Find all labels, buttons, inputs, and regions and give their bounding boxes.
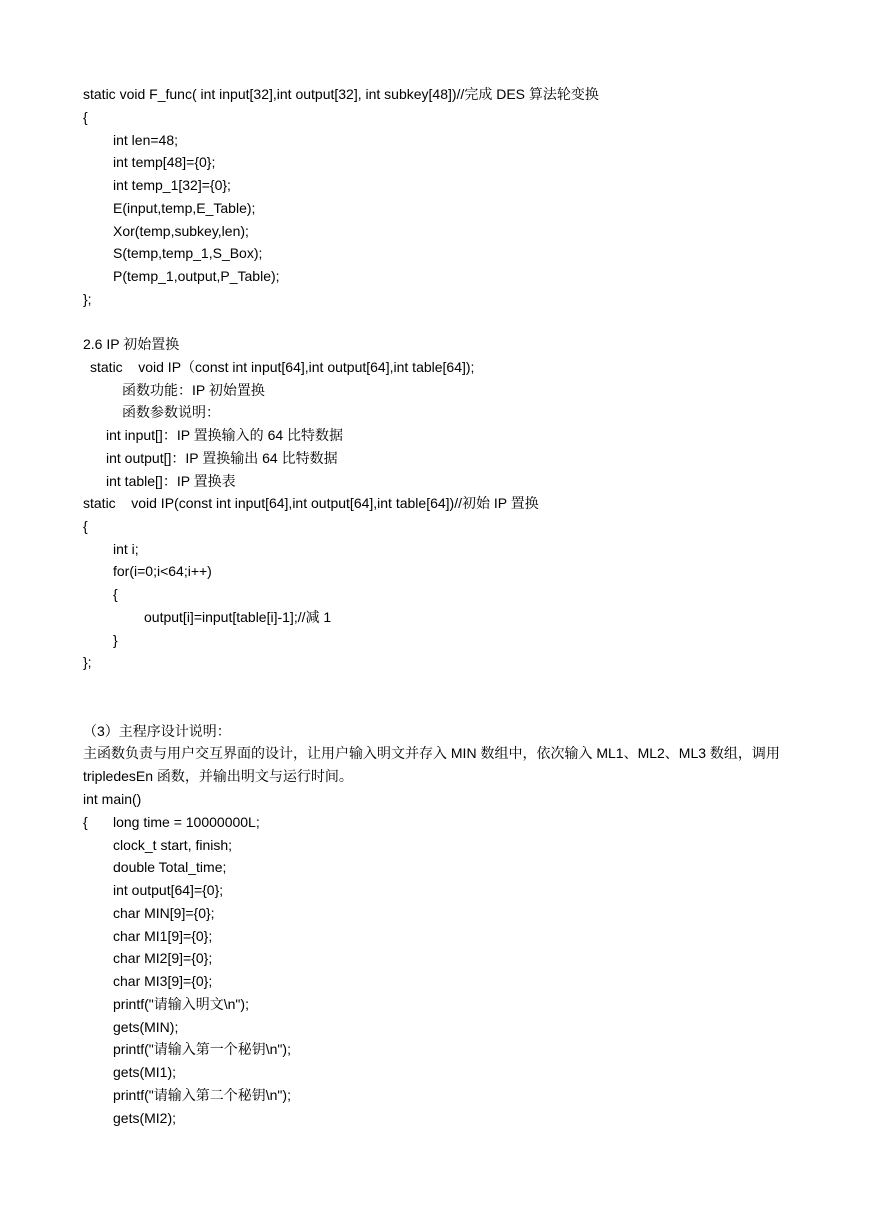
code-line: int i; xyxy=(113,541,139,557)
code-line: { xyxy=(83,518,88,534)
code-line: char MI1[9]={0}; xyxy=(113,928,213,944)
code-line: char MI3[9]={0}; xyxy=(113,973,213,989)
code-line: int len=48; xyxy=(113,132,178,148)
code-line: Xor(temp,subkey,len); xyxy=(113,223,249,239)
function-signature: static void IP（const int input[64],int output[64],int table[64]); xyxy=(90,359,475,375)
code-line: int temp_1[32]={0}; xyxy=(113,177,231,193)
section-heading: （3）主程序设计说明： xyxy=(83,723,231,739)
parameter-heading: 函数参数说明： xyxy=(122,404,220,420)
code-line: S(temp,temp_1,S_Box); xyxy=(113,245,263,261)
code-line: char MI2[9]={0}; xyxy=(113,950,213,966)
code-line: P(temp_1,output,P_Table); xyxy=(113,268,280,284)
parameter-output: int output[]：IP 置换输出 64 比特数据 xyxy=(106,450,338,466)
code-line: E(input,temp,E_Table); xyxy=(113,200,256,216)
code-line: } xyxy=(113,632,118,648)
code-line: int temp[48]={0}; xyxy=(113,154,216,170)
code-line: long time = 10000000L; xyxy=(113,814,260,830)
section-heading: 2.6 IP 初始置换 xyxy=(83,336,180,352)
code-line: printf("请输入明文\n"); xyxy=(113,996,249,1012)
code-line: { xyxy=(83,109,88,125)
code-line: { xyxy=(113,586,118,602)
code-line: double Total_time; xyxy=(113,859,227,875)
code-line: gets(MI2); xyxy=(113,1110,177,1126)
parameter-table: int table[]：IP 置换表 xyxy=(106,473,236,489)
code-line: printf("请输入第一个秘钥\n"); xyxy=(113,1041,291,1057)
code-line: char MIN[9]={0}; xyxy=(113,905,215,921)
parameter-input: int input[]：IP 置换输入的 64 比特数据 xyxy=(106,427,344,443)
code-line: gets(MI1); xyxy=(113,1064,177,1080)
code-line: for(i=0;i<64;i++) xyxy=(113,563,212,579)
code-line: }; xyxy=(83,654,92,670)
code-line: printf("请输入第二个秘钥\n"); xyxy=(113,1087,291,1103)
code-line: static void F_func( int input[32],int output[32], int subkey[48])//完成 DES 算法轮变换 xyxy=(83,86,599,102)
code-line: int main() xyxy=(83,791,142,807)
code-line: }; xyxy=(83,291,92,307)
section-description: 主函数负责与用户交互界面的设计，让用户输入明文并存入 MIN 数组中，依次输入 ML1、ML2、ML3 数组，调用 tripledesEn 函数，并输出明文与运行时间。 xyxy=(83,745,780,784)
code-line: static void IP(const int input[64],int output[64],int table[64])//初始 IP 置换 xyxy=(83,495,539,511)
function-description: 函数功能：IP 初始置换 xyxy=(122,382,265,398)
code-line: { xyxy=(83,814,88,830)
code-line: output[i]=input[table[i]-1];//减 1 xyxy=(144,609,332,625)
code-line: clock_t start, finish; xyxy=(113,837,233,853)
code-line: gets(MIN); xyxy=(113,1019,179,1035)
code-line: int output[64]={0}; xyxy=(113,882,224,898)
